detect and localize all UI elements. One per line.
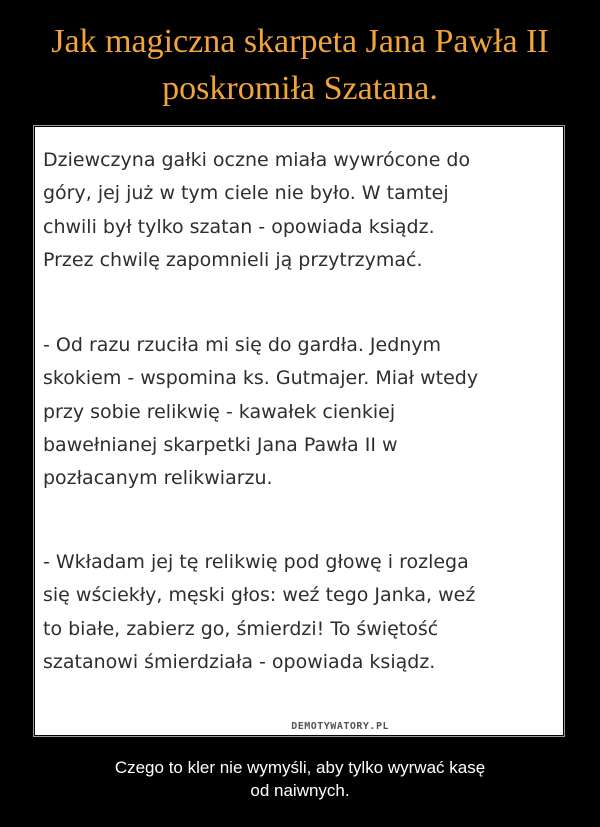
quote-panel [35,127,563,735]
demotivator-title [0,18,600,112]
quote-line: skokiem - wspomina ks. Gutmajer. Miał wtedy [43,367,479,390]
caption-line: od naiwnych. [250,781,350,800]
caption-line: Czego to kler nie wymyśli, aby tylko wyrwać kasę [114,758,486,777]
title-line: Jak magiczna skarpeta Jana Pawła II [51,23,549,60]
quote-line: chwili był tylko szatan - opowiada ksiądz. [43,215,435,238]
title-line: poskromiła Szatana. [162,70,438,107]
quote-line: góry, jej już w tym ciele nie było. W tamtej [43,182,449,205]
site-watermark: DEMOTYWATORY.PL [288,721,392,732]
quote-line: to białe, zabierz go, śmierdzi! To świętość [43,617,439,640]
demotivator-caption [0,756,600,802]
quote-line: się wściekły, męski głos: weź tego Janka, weź [43,584,476,607]
quote-line: Dziewczyna gałki oczne miała wywrócone do [43,149,471,171]
image-frame [33,125,565,737]
quote-paragraph [43,329,563,495]
quote-line: - Od razu rzuciła mi się do gardła. Jednym [43,334,442,356]
quote-paragraph [43,546,563,679]
quote-line: - Wkładam jej tę relikwię pod głowę i rozlega [43,551,469,573]
quote-line: przy sobie relikwię - kawałek cienkiej [43,400,396,423]
quote-paragraph [43,144,563,277]
quote-line: szatanowi śmierdziała - opowiada ksiądz. [43,650,436,673]
quote-line: Przez chwilę zapomnieli ją przytrzymać. [43,248,423,271]
quote-line: pozłacanym relikwiarzu. [43,467,273,490]
quote-line: bawełnianej skarpetki Jana Pawła II w [43,433,398,456]
